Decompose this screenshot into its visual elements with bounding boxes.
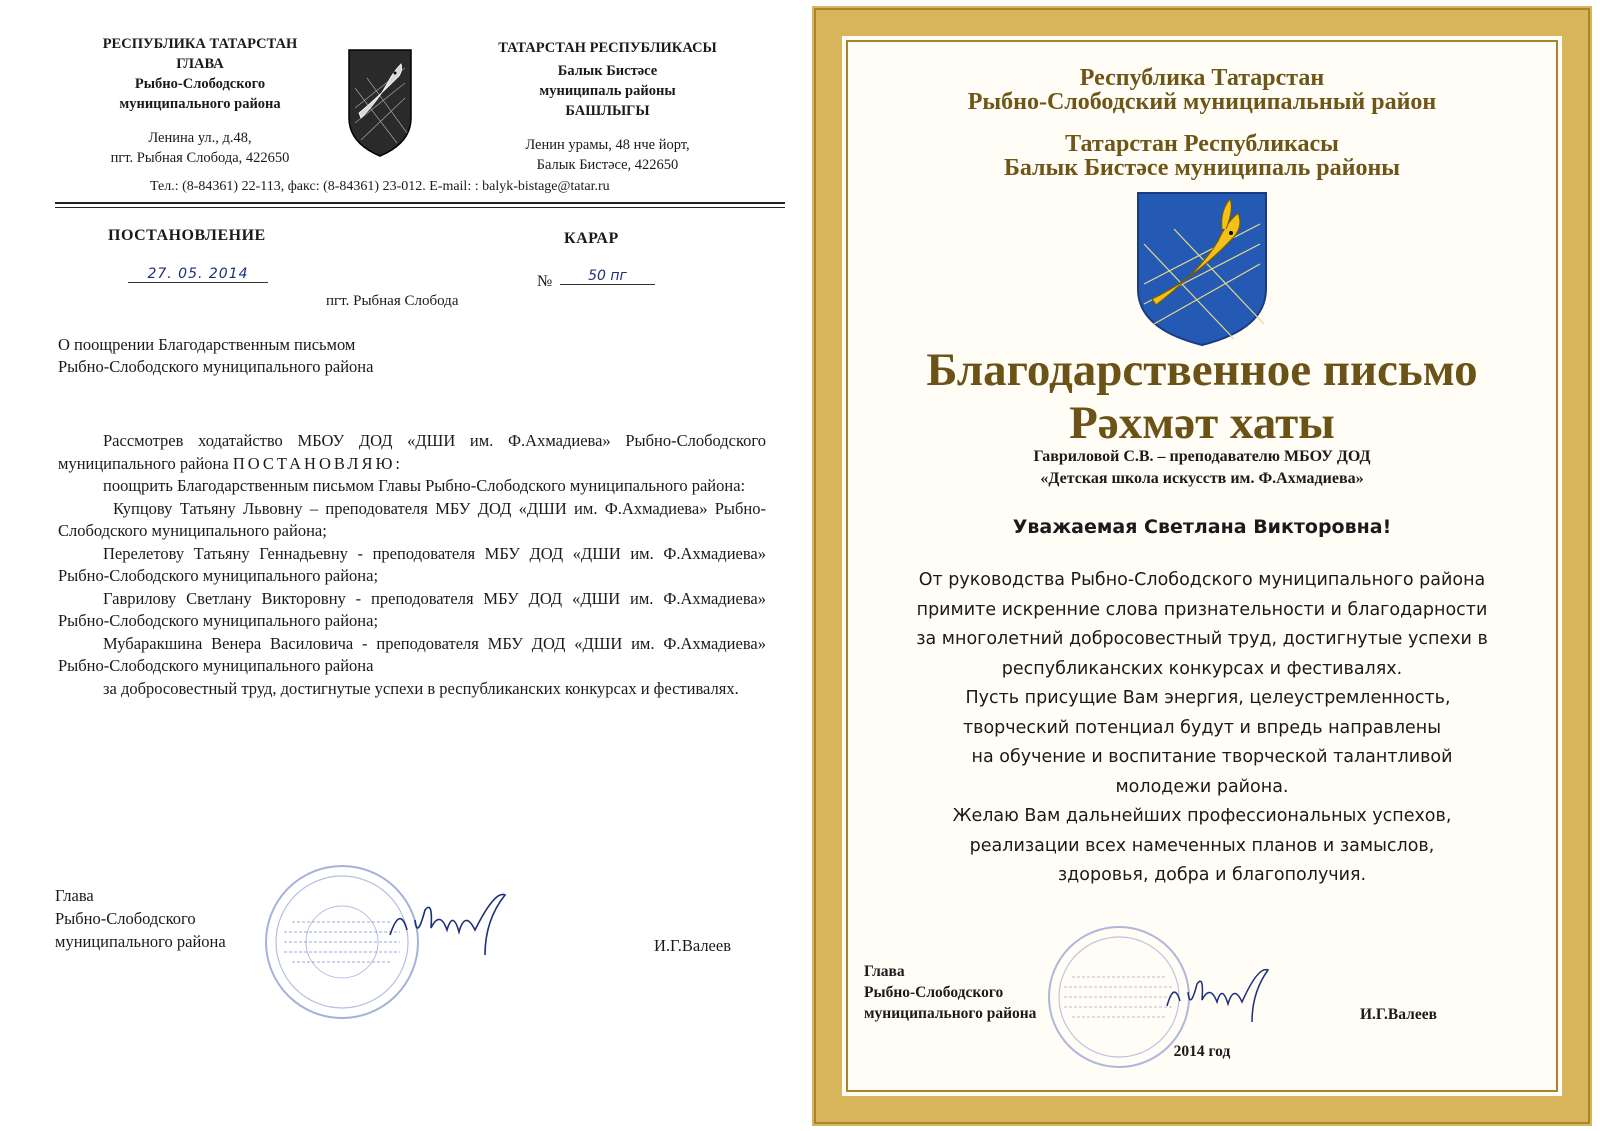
header-divider-thin: [55, 207, 785, 208]
doc-number-label: №: [537, 273, 553, 290]
header-ru-line3: Рыбно-Слободского: [134, 76, 266, 92]
cert-title-line3: Татарстан Республикасы: [1065, 131, 1339, 157]
cert-text-line: за многолетний добросовестный труд, достигнутые успехи в: [916, 629, 1488, 649]
cert-text-line: на обучение и воспитание творческой талантливой: [971, 747, 1453, 767]
doc-date: 27. 05. 2014: [128, 266, 268, 283]
body-p1-text: Рассмотрев ходатайство МБОУ ДОД «ДШИ им. Ф.Ахмадиева» Рыбно-Слободского муниципального района: [58, 431, 766, 473]
header-divider: [55, 202, 785, 204]
sig-line2: Рыбно-Слободского: [55, 909, 196, 928]
cert-text: [812, 566, 1592, 891]
cert-text-line: Пусть присущие Вам энергия, целеустремленность,: [965, 688, 1451, 708]
cert-text-line: примите искренние слова признательности и благодарности: [916, 599, 1488, 620]
doc-place: пгт. Рыбная Слобода: [326, 293, 459, 309]
gratitude-certificate: [812, 6, 1592, 1126]
cert-text-line: Желаю Вам дальнейших профессиональных успехов,: [952, 806, 1452, 826]
cert-heading-ru: Благодарственное письмо: [926, 344, 1478, 396]
body-paragraph-5: Гаврилову Светлану Викторовну - преподователя МБУ ДОД «ДШИ им. Ф.Ахмадиева» Рыбно-Слободского муниципального района;: [58, 588, 766, 630]
header-tt-line4: БАШЛЫГЫ: [565, 103, 650, 119]
doc-type-ru: ПОСТАНОВЛЕНИЕ: [108, 227, 266, 244]
body-paragraph-6: Мубаракшина Венера Василовича - преподователя МБУ ДОД «ДШИ им. Ф.Ахмадиева» Рыбно-Слободского муниципального района: [58, 633, 766, 675]
cert-sig-line3: муниципального района: [864, 1005, 1037, 1022]
cert-greeting: Уважаемая Светлана Викторовна!: [1012, 516, 1392, 538]
cert-recipient: [812, 446, 1592, 490]
cert-signature-block: [864, 961, 1036, 1024]
body-paragraph-2: поощрить Благодарственным письмом Главы Рыбно-Слободского муниципального района:: [103, 476, 746, 495]
cert-signatory-name: И.Г.Валеев: [1360, 1006, 1437, 1023]
subject-line1: О поощрении Благодарственным письмом: [58, 335, 356, 354]
body-paragraph-7: за добросовестный труд, достигнутые успехи в республиканских конкурсах и фестивалях.: [103, 678, 739, 698]
cert-text-line: здоровья, добра и благополучия.: [1057, 865, 1367, 885]
cert-text-line: республиканских конкурсах и фестивалях.: [1001, 658, 1403, 679]
header-tt-line3: муниципаль районы: [539, 83, 676, 99]
cert-heading-tt: Рәхмәт хаты: [1069, 397, 1335, 449]
cert-text-line: реализации всех намеченных планов и замыслов,: [969, 835, 1435, 856]
body-paragraph-4: Перелетову Татьяну Геннадьевну - преподователя МБУ ДОД «ДШИ им. Ф.Ахмадиева» Рыбно-Слободского муниципального района;: [58, 543, 766, 585]
header-tatar: [470, 38, 745, 175]
signatory-name: И.Г.Валеев: [654, 936, 731, 955]
doc-body: [58, 430, 766, 700]
body-paragraph-3: Купцову Татьяну Львовну – преподователя МБУ ДОД «ДШИ им. Ф.Ахмадиева» Рыбно-Слободского муниципального района;: [58, 498, 766, 540]
coat-of-arms-color-icon: [1134, 189, 1270, 349]
header-tt-line1: ТАТАРСТАН РЕСПУБЛИКАСЫ: [498, 40, 717, 56]
header-ru-line4: муниципального района: [119, 96, 281, 112]
recipient-line1: Гавриловой С.В. – преподавателю МБОУ ДОД: [1033, 448, 1371, 465]
sig-line3: муниципального района: [55, 932, 226, 951]
cert-text-line: От руководства Рыбно-Слободского муниципального района: [918, 570, 1486, 590]
signature-block: [55, 884, 226, 953]
cert-text-line: творческий потенциал будут и впредь направлены: [962, 717, 1442, 738]
header-ru-line1: РЕСПУБЛИКА ТАТАРСТАН: [102, 36, 298, 52]
header-russian: [80, 34, 320, 168]
cert-title-line4: Балык Бистәсе муниципаль районы: [1003, 155, 1401, 181]
header-tt-addr2: Балык Бистәсе, 422650: [536, 157, 679, 173]
cert-title-line2: Рыбно-Слободский муниципальный район: [967, 89, 1437, 115]
coat-of-arms-bw-icon: [347, 48, 413, 158]
header-ru-line2: ГЛАВА: [176, 56, 224, 72]
handwritten-signature-icon: [1162, 956, 1292, 1026]
subject-line2: Рыбно-Слободского муниципального района: [58, 357, 374, 376]
handwritten-signature-icon: [385, 880, 535, 960]
cert-text-line: молодежи района.: [1115, 776, 1289, 797]
contact-line: Тел.: (8-84361) 22-113, факс: (8-84361) 23-012. E-mail: : balyk-bistage@tatar.ru: [150, 179, 610, 194]
header-tt-addr1: Ленин урамы, 48 нче йорт,: [525, 137, 690, 153]
cert-title-line1: Республика Татарстан: [1079, 65, 1325, 91]
cert-year: 2014 год: [1173, 1043, 1231, 1060]
recipient-line2: «Детская школа искусств им. Ф.Ахмадиева»: [1040, 470, 1364, 487]
doc-type-tt: КАРАР: [564, 230, 619, 247]
cert-sig-line1: Глава: [864, 963, 905, 980]
doc-subject: [58, 334, 498, 378]
header-tt-line2: Балык Бистәсе: [557, 63, 658, 79]
cert-sig-line2: Рыбно-Слободского: [864, 984, 1004, 1001]
doc-number: 50 пг: [560, 268, 655, 285]
header-ru-addr2: пгт. Рыбная Слобода, 422650: [110, 150, 290, 166]
body-paragraph-1: [58, 430, 766, 475]
sig-line1: Глава: [55, 886, 94, 905]
body-p1-decree: ПОСТАНОВЛЯЮ:: [232, 453, 403, 473]
header-ru-addr1: Ленина ул., д.48,: [148, 130, 252, 146]
